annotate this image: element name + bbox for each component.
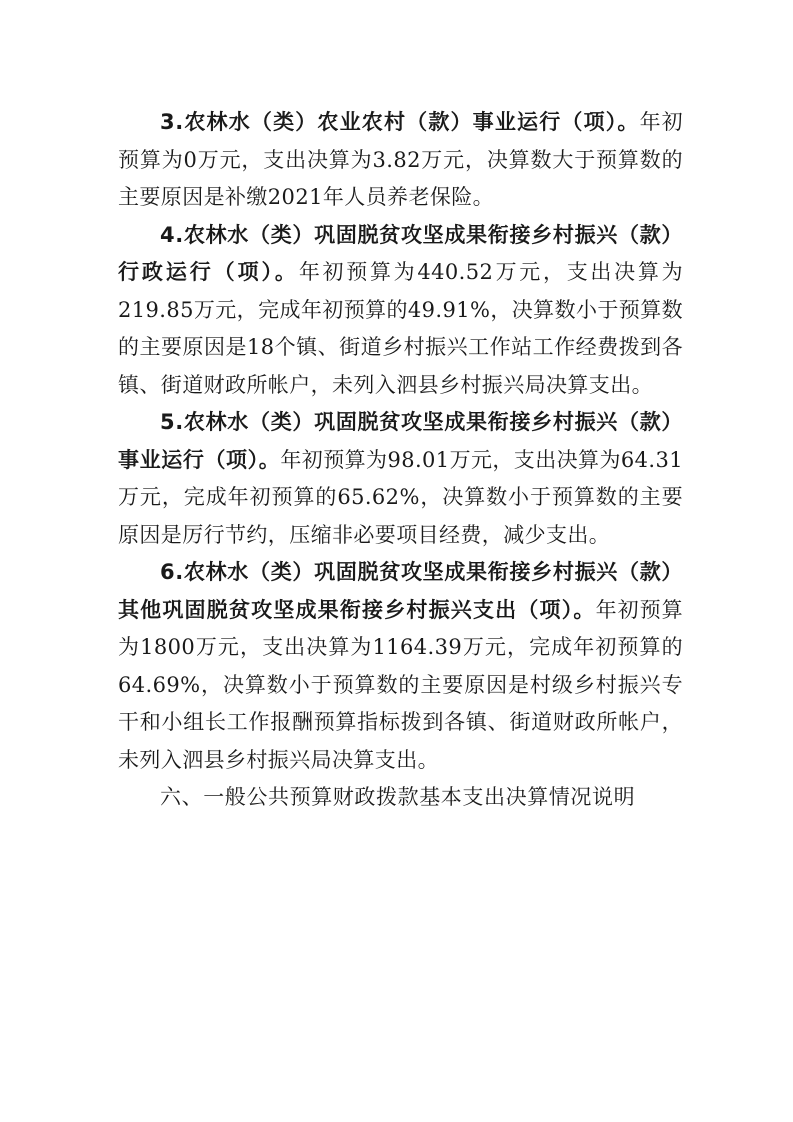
paragraph-4-body: 年初预算为440.52万元，支出决算为219.85万元，完成年初预算的49.91%，决算数小于预算数的主要原因是18个镇、街道乡村振兴工作站工作经费拨到各镇、街道财政所帐户，未列入泗县乡村振兴局决算支出。 [118,260,683,397]
paragraph-3 [118,104,683,217]
paragraph-4-lead: 4.农林水（类）巩固脱贫攻坚成果衔接乡村振兴（款）行政运行（项）。 [118,222,683,284]
paragraph-3-body: 年初预算为0万元，支出决算为3.82万元，决算数大于预算数的主要原因是补缴2021年人员养老保险。 [118,110,683,209]
paragraph-6-lead: 6.农林水（类）巩固脱贫攻坚成果衔接乡村振兴（款）其他巩固脱贫攻坚成果衔接乡村振兴支出（项）。 [118,560,683,622]
paragraph-6 [118,554,683,779]
paragraph-4 [118,217,683,405]
paragraph-5 [118,404,683,554]
section-heading: 六、一般公共预算财政拨款基本支出决算情况说明 [160,785,636,809]
paragraph-5-lead: 5.农林水（类）巩固脱贫攻坚成果衔接乡村振兴（款）事业运行（项）。 [118,410,683,472]
paragraph-6-body: 年初预算为1800万元，支出决算为1164.39万元，完成年初预算的64.69%，决算数小于预算数的主要原因是村级乡村振兴专干和小组长工作报酬预算指标拨到各镇、街道财政所帐户，未列入泗县乡村振兴局决算支出。 [118,597,683,772]
paragraph-3-lead: 3.农林水（类）农业农村（款）事业运行（项）。 [160,110,640,134]
paragraph-5-body: 年初预算为98.01万元，支出决算为64.31万元，完成年初预算的65.62%，决算数小于预算数的主要原因是厉行节约，压缩非必要项目经费，减少支出。 [118,447,683,547]
document-page [118,104,683,817]
